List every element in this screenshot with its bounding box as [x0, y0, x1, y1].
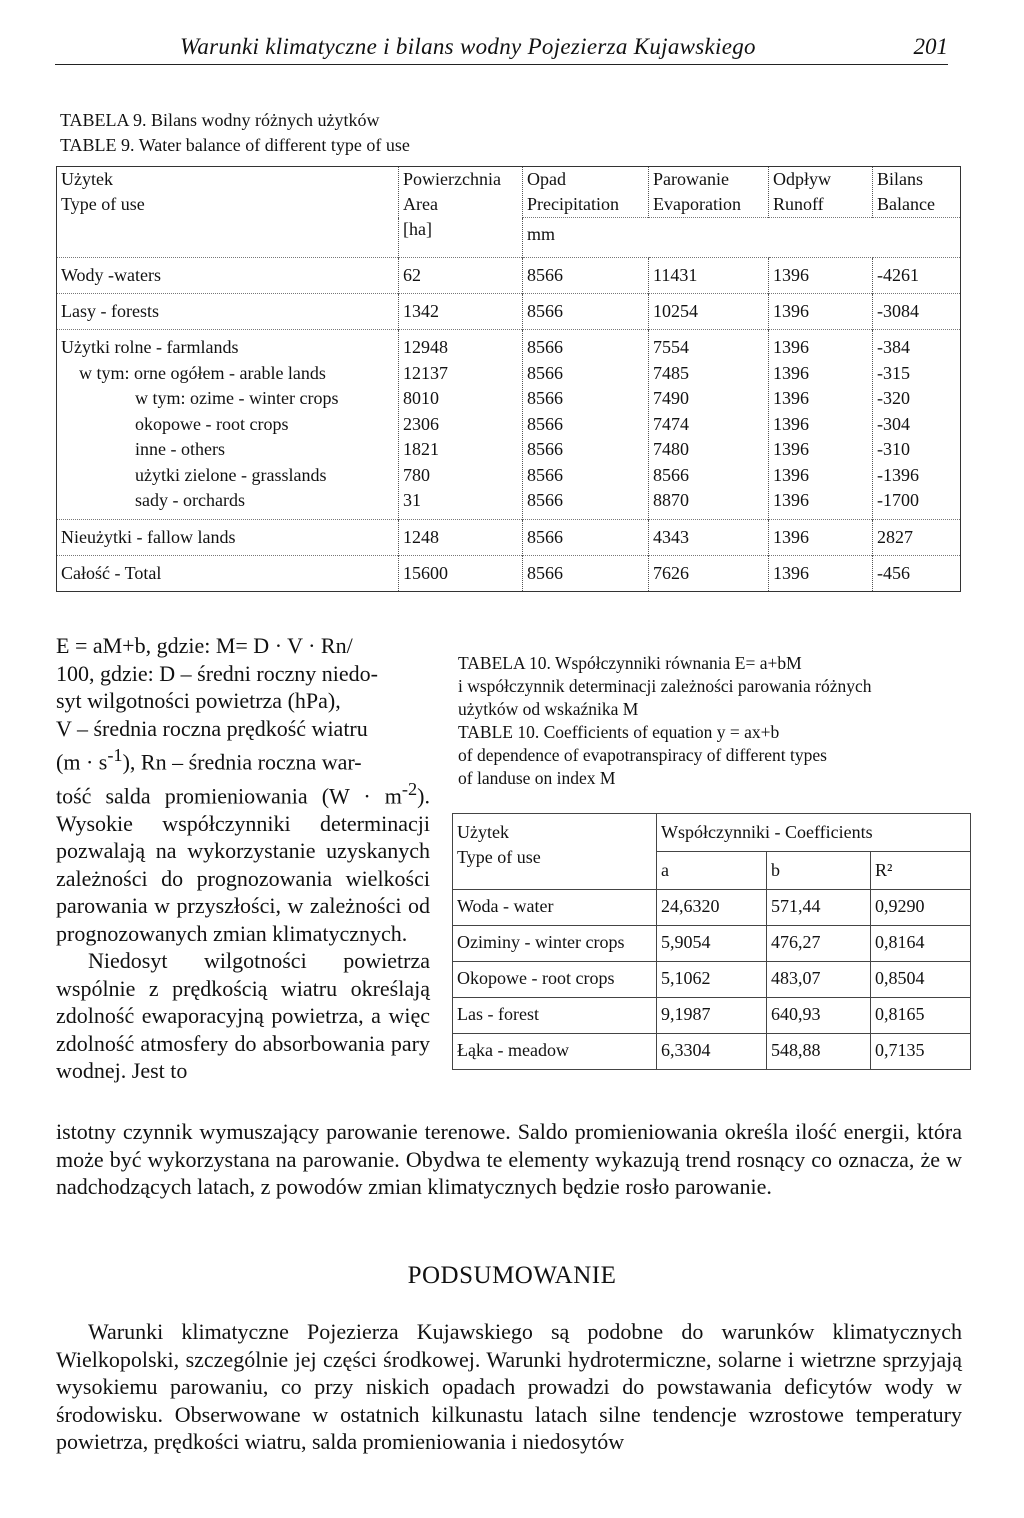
header-area-unit: [ha] [403, 219, 432, 239]
table9-caption-en: TABLE 9. Water balance of different type of use [60, 135, 410, 155]
body-text-continuation: istotny czynnik wymuszający parowanie terenowe. Saldo promieniowania określa ilość energii, która może być wykorzystana na parowanie. Obydwa te elementy wykazują trend rosnący co oznacza, że w nadchodzących latach, z powodów zmian klimatycznych będzie rosło parowanie. [56, 1119, 962, 1199]
table-row: Nieużytki - fallow lands 1248 8566 4343 1396 2827 [57, 519, 961, 555]
header-runoff-pl: Odpływ [773, 169, 831, 189]
running-title: Warunki klimatyczne i bilans wodny Pojezierza Kujawskiego [180, 34, 756, 59]
header-balance-en: Balance [877, 194, 935, 214]
table10-header-row: Użytek Type of use Współczynniki - Coefficients [453, 814, 971, 852]
table-row: Las - forest 9,1987 640,93 0,8165 [453, 998, 971, 1034]
header-area-en: Area [403, 194, 438, 214]
table-row: Użytki rolne - farmlands w tym: orne ogółem - arable lands w tym: ozime - winter crops okopowe - root crops inne - others użytki zielone - grasslands sady - orchards 12948 12137 8010 2306 1821 780 31 8566 8566 8566 8566 8566 8566 8566 7554 7485 7490 7474 7480 8566 8870 1396 1396 1396 1396 1396 1396 1396 -384 -315 -320 -304 -310 -1396 -1700 [57, 330, 961, 520]
running-header [55, 30, 948, 65]
header-area-pl: Powierzchnia [403, 169, 501, 189]
summary-text: Warunki klimatyczne Pojezierza Kujawskiego są podobne do warunków klimatycznych Wielkopolski, szczególnie jej części środkowej. Warunki hydrotermiczne, solarne i wietrzne sprzyjają wysokiemu parowaniu, co przy niskich opadach prowadzi do powstawania deficytów wody w środowisku. Obserwowane w ostatnich kilkunastu latach silne tendencje wzrostowe temperatury powietrza, prędkości wiatru, salda promieniowania i niedosytów [56, 1319, 962, 1454]
header-runoff-en: Runoff [773, 194, 824, 214]
header-precip-en: Precipitation [527, 194, 619, 214]
table-row: Wody -waters 62 8566 11431 1396 -4261 [57, 258, 961, 294]
table-row: Woda - water 24,6320 571,44 0,9290 [453, 890, 971, 926]
header-type-pl: Użytek [61, 169, 113, 189]
table-row: Całość - Total 15600 8566 7626 1396 -456 [57, 555, 961, 591]
table10-caption: TABELA 10. Współczynniki równania E= a+bM i współczynnik determinacji zależności parowania różnych użytków od wskaźnika M TABLE 10. Coefficients of equation y = ax+b of dependence of evapotranspiracy of different types of landuse on index M [458, 653, 872, 788]
paragraph: Niedosyt wilgotności powietrza wspólnie z prędkością wiatru określają zdolność ewaporacyjną powietrza, a więc zdolność atmosfery do absorbowania pary wodnej. Jest to [56, 948, 430, 1084]
table9-caption [60, 108, 410, 158]
table-row: Oziminy - winter crops 5,9054 476,27 0,8164 [453, 926, 971, 962]
equation-paragraph: E = aM+b, gdzie: M= D · V · Rn/ 100, gdzie: D – średni roczny niedo- syt wilgotności powietrza (hPa), V – średnia roczna prędkość wiatru $(m \cdot s^{-1})$, Rn – średnia roczna war- tość salda promieniowania $(W \cdot m^{-2})$. Wysokie współczynniki determinacji pozwalają na wykorzystanie uzyskanych zależności do prognozowania wielkości parowania w przyszłości, w zależności od prognozowanych zmian klimatycznych. [56, 633, 430, 946]
page-number: 201 [913, 34, 948, 59]
coefficients-table [452, 813, 971, 1070]
body-text-left-column [56, 632, 430, 1085]
table10-subheader-row: a b R² [453, 852, 971, 890]
header-type-en: Type of use [61, 194, 145, 214]
table-row: Lasy - forests 1342 8566 10254 1396 -3084 [57, 294, 961, 330]
header-unit-mm: mm [523, 218, 961, 258]
water-balance-table [56, 166, 961, 592]
header-evap-pl: Parowanie [653, 169, 729, 189]
section-title: PODSUMOWANIE [407, 1262, 617, 1289]
table-row: Okopowe - root crops 5,1062 483,07 0,8504 [453, 962, 971, 998]
table-row: Łąka - meadow 6,3304 548,88 0,7135 [453, 1034, 971, 1070]
table9-caption-pl: TABELA 9. Bilans wodny różnych użytków [60, 110, 380, 130]
table9-header-row [57, 167, 961, 218]
header-precip-pl: Opad [527, 169, 566, 189]
header-balance-pl: Bilans [877, 169, 924, 189]
header-coefficients: Współczynniki - Coefficients [657, 814, 971, 852]
header-evap-en: Evaporation [653, 194, 741, 214]
